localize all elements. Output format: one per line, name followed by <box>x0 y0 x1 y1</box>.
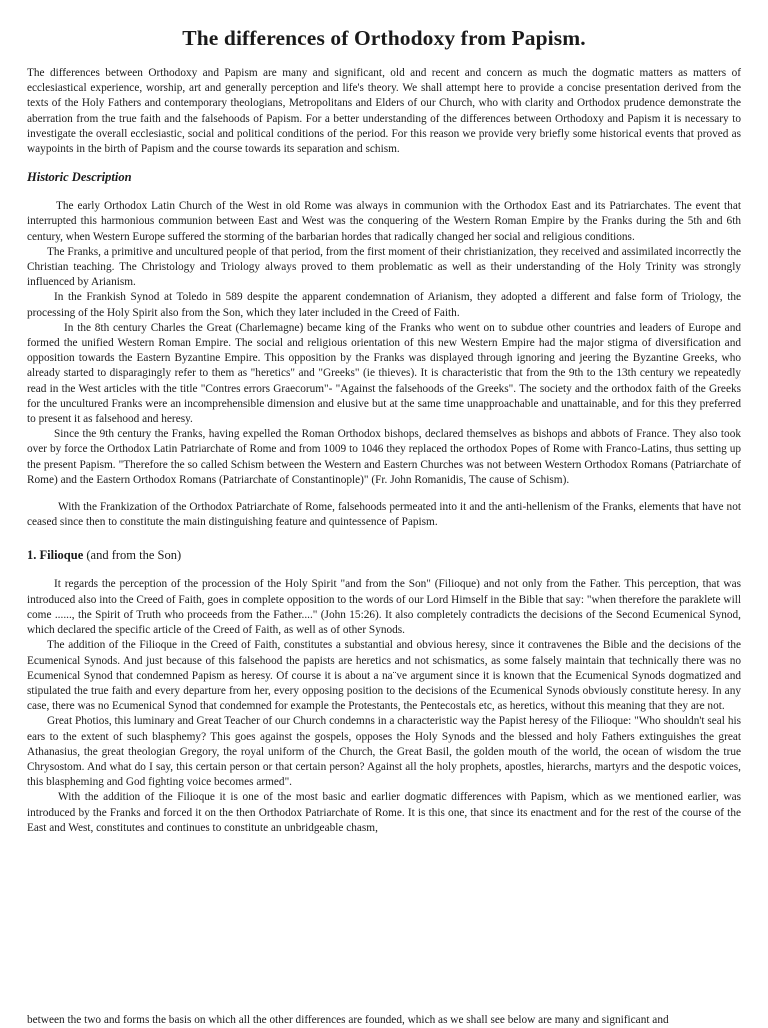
historic-paragraph: The Franks, a primitive and uncultured people of that period, from the first moment of their christianization, they received and assimilated incorrectly the Christian teaching. The Christology and Triology always proved to them problematic as well as their understanding of the Holy Trinity was strongly influenced by Arianism. <box>27 245 741 289</box>
historic-paragraph: The early Orthodox Latin Church of the West in old Rome was always in communion with the Orthodox East and its Patriarchates. The event that interrupted this harmonious communion between East and West was the conquering of the Western Roman Empire by the Franks during the 5th and 6th century, when Western Europe suffered the storming of the barbarian hordes that radically changed her social and religious conditions. <box>27 200 741 243</box>
spacer <box>27 488 741 500</box>
intro-paragraph: The differences between Orthodoxy and Papism are many and significant, old and recent and concern as much the dogmatic matters as matters of ecclesiastical experience, worship, art and generally perception and life's theory. We shall attempt here to provide a concise presentation derived from the texts of the Holy Fathers and contemporary theologians, Metropolitans and Elders of our Church, who with clarity and Orthodox prudence demonstrate the aberration from the true faith and the falsehoods of Papism. For a better understanding of the differences between Orthodoxy and Papism it is necessary to investigate the overall ecclesiastic, social and political conditions of the period. For this reason we provide very briefly some historical events that proved as waypoints in the birth of Papism and the course towards its separation and schism. <box>27 67 741 156</box>
historic-paragraph: In the 8th century Charles the Great (Charlemagne) became king of the Franks who went on to subdue other countries and leaders of Europe and formed the unified Western Roman Empire. The social and religious orientation of this new Western Empire had the major stigma of diversification and opposition towards the Eastern Byzantine Empire. This opposition by the Franks was displayed through ignoring and jeering the Byzantine Greeks, who already started to disparagingly refer to them as "heretics" and "Greeks" (ie thieves). It is characteristic that from the 9th to the 13th century we repeatedly read in the West articles with the title "Contres errors Graecorum"- "Against the falsehoods of the Greeks". The society and the orthodox faith of the Greeks for the uncultured Franks were an incomprehensible dimension and elusive but at the same time unapproachable and unattainable, and for this they preferred to present it as falsehood and heresy. <box>27 321 741 426</box>
filioque-paragraph: It regards the perception of the procession of the Holy Spirit "and from the Son" (Filioque) and not only from the Father. This perception, that was introduced also into the Creed of Faith, goes in complete opposition to the words of our Lord Himself in the Bible that say: "when therefore the paraklete will come ......, the Spirit of Truth who proceeds from the Father...." (John 15:26). It also completely contradicts the decisions of the Second Ecumenical Synod, which declared the specific article of the Creed of Faith, as well as of other Synods. <box>27 578 741 637</box>
historic-paragraph: Since the 9th century the Franks, having expelled the Roman Orthodox bishops, declared themselves as bishops and abbots of France. They also took over by force the Orthodox Latin Patriarchate of Rome and from 1009 to 1046 they replaced the orthodox Popes of Rome with Franco-Latins, thus setting up the present Papism. "Therefore the so called Schism between the Western and Eastern Churches was not between Western Orthodox Romans (Patriarchate of Rome) and the Eastern Orthodox Romans (Patriarchate of Constantinople)" (Fr. John Romanidis, The cause of Schism). <box>27 428 741 486</box>
filioque-paragraph: The addition of the Filioque in the Creed of Faith, constitutes a substantial and obvious heresy, since it contravenes the Bible and the decisions of the Ecumenical Synods. And just because of this falsehood the papists are heretics and not schismatics, as some falsely maintain that technically there was no Ecumenical Synod that condemned Papism as heresy. Of course it is about a na¨ve argument since it is known that the Ecumenical Synods dogmatized and stipulated the true faith and every departure from her, every opposing position to the decisions of the Ecumenical Synods obviously constitute heresy. In any case, there was no Ecumenical Synod that condemned for example the Protestants, the Pentecostals etc, as heretics, without this meaning that they are not. <box>27 639 741 713</box>
filioque-paragraph: With the addition of the Filioque it is one of the most basic and earlier dogmatic differences with Papism, which as we mentioned earlier, was introduced by the Franks and forced it on the then Orthodox Patriarchate of Rome. It is this one, that since its enactment and for the rest of the course of the East and West, constitutes and continues to constitute an unbridgeable chasm, <box>27 791 741 834</box>
section-heading-filioque <box>27 548 741 563</box>
historic-heading: Historic Description <box>27 170 132 185</box>
historic-paragraph: In the Frankish Synod at Toledo in 589 despite the apparent condemnation of Arianism, they adopted a different and false form of Triology, the processing of the Holy Spirit also from the Son, which they later included in the Creed of Faith. <box>27 291 741 319</box>
document-title: The differences of Orthodoxy from Papism. <box>182 26 586 50</box>
document-page <box>27 26 741 836</box>
section-subtitle: (and from the Son) <box>83 548 182 563</box>
next-page-fragment: between the two and forms the basis on which all the other differences are founded, which as we shall see below are many and significant and <box>27 1014 669 1026</box>
filioque-paragraph: Great Photios, this luminary and Great Teacher of our Church condemns in a characteristic way the Papist heresy of the Filioque: "Who shouldn't seal his ears to the extent of such blasphemy? This goes against the gospels, opposes the Holy Synods and the blessed and holy Fathers extinguishes the great Athanasius, the great theologian Gregory, the royal uniform of the Church, the Great Basil, the golden mouth of the world, the ocean of wisdom the true Chrysostom. And what do I say, this certain person or that certain person? Against all the holy prophets, apostles, hierarchs, martyrs and the despotic voices, this blaspheming and God fighting voice becomes armed". <box>27 715 741 789</box>
section-number: 1. Filioque <box>27 548 84 563</box>
historic-paragraph: With the Frankization of the Orthodox Patriarchate of Rome, falsehoods permeated into it and the anti-hellenism of the Franks, elements that have not ceased since then to constitute the main distinguishing feature and quintessence of Papism. <box>27 501 741 529</box>
